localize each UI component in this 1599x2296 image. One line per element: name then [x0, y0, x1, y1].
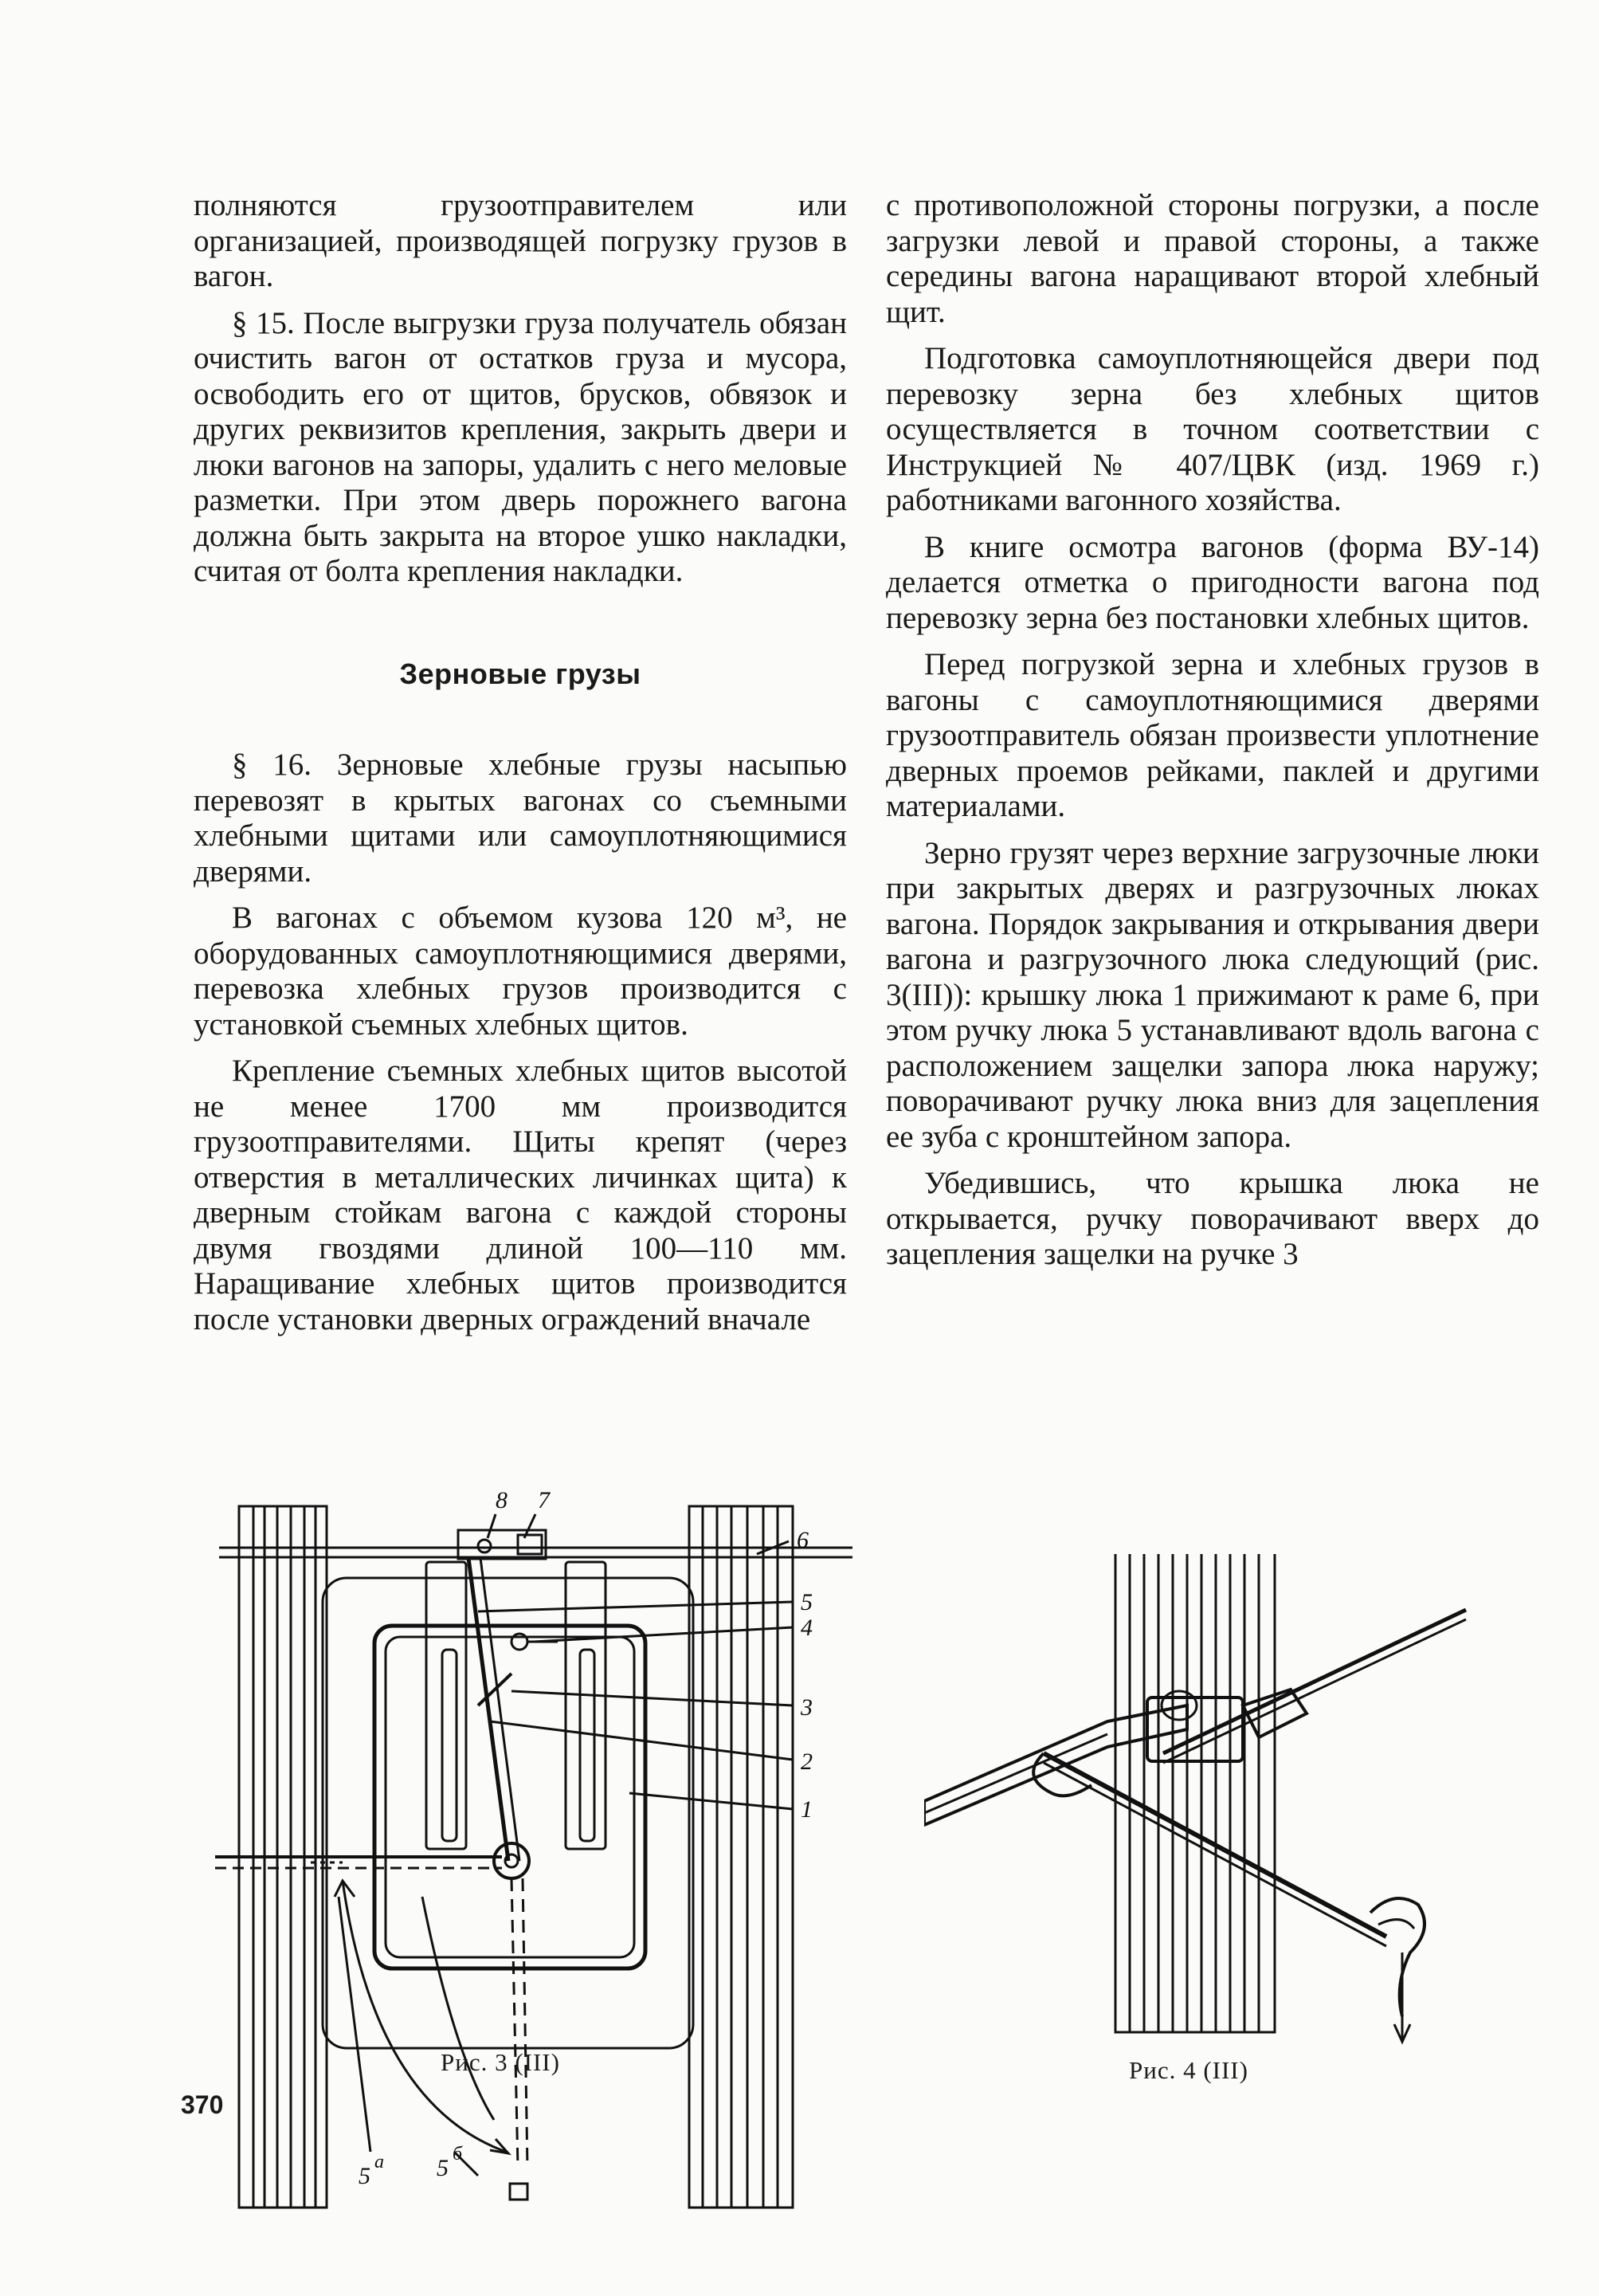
label-1: 1 — [801, 1796, 813, 1823]
label-4: 4 — [801, 1615, 813, 1641]
label-2: 2 — [801, 1748, 813, 1775]
paragraph: Зерно грузят через верхние загрузочные люки при закрытых дверях и разгрузочных люках вагона. Порядок закрывания и открывания двери вагона и разгрузочного люка следующий (рис. 3(III)): крышку люка 1 прижимают к раме 6, при этом ручку люка 5 устанавливают вдоль вагона с расположением защелки запора люка наружу; поворачивают ручку люка вниз для зацепления ее зуба с кронштейном запора. — [886, 835, 1539, 1154]
figure-3-caption: Рис. 3 (III) — [441, 2048, 560, 2076]
label-6: 6 — [797, 1527, 809, 1553]
label-5a-superscript: а — [374, 2152, 384, 2172]
right-column — [886, 188, 1539, 1284]
paragraph: полняются грузоотправителем или организацией, производящей погрузку грузов в вагон. — [194, 188, 847, 293]
label-5: 5 — [801, 1589, 813, 1615]
figure-4-caption: Рис. 4 (III) — [1129, 2056, 1248, 2084]
left-column — [194, 188, 847, 1348]
paragraph-section-16: § 16. Зерновые хлебные грузы насыпью перевозят в крытых вагонах со съемными хлебными щитами или самоуплотняющимися дверями. — [194, 748, 847, 889]
label-3: 3 — [801, 1694, 813, 1721]
label-8: 8 — [496, 1487, 508, 1513]
label-5a: 5 — [359, 2163, 370, 2189]
figure-3-door-hatch-diagram — [215, 1482, 868, 2223]
paragraph: В вагонах с объемом кузова 120 м³, не оборудованных самоуплотняющимися дверями, перевозка хлебных грузов производится с установкой съемных хлебных щитов. — [194, 901, 847, 1042]
label-5b-superscript: б — [453, 2144, 463, 2165]
figure-4-hatch-handle-illustration — [924, 1538, 1482, 2048]
paragraph-section-15: § 15. После выгрузки груза получатель обязан очистить вагон от остатков груза и мусора, освободить его от щитов, брусков, обвязок и других реквизитов крепления, закрыть двери и люки вагонов на запоры, удалить с него меловые разметки. При этом дверь порожнего вагона должна быть закрыта на второе ушко накладки, считая от болта крепления накладки. — [194, 305, 847, 588]
paragraph: с противоположной стороны погрузки, а после загрузки левой и правой стороны, а также середины вагона наращивают второй хлебный щит. — [886, 188, 1539, 329]
paragraph: Перед погрузкой зерна и хлебных грузов в вагоны с самоуплотняющимися дверями грузоотправитель обязан произвести уплотнение дверных проемов рейками, паклей и другими материалами. — [886, 647, 1539, 823]
page-number: 370 — [181, 2090, 224, 2119]
paragraph: В книге осмотра вагонов (форма ВУ-14) делается отметка о пригодности вагона под перевозку зерна без постановки хлебных щитов. — [886, 529, 1539, 635]
paragraph: Крепление съемных хлебных щитов высотой не менее 1700 мм производится грузоотправителями. Щиты крепят (через отверстия в металлических личинках щита) к дверным стойкам вагона с каждой стороны двумя гвоздями длиной 100—110 мм. Наращивание хлебных щитов производится после установки дверных ограждений вначале — [194, 1054, 847, 1336]
section-heading: Зерновые грузы — [399, 657, 641, 690]
paragraph: Подготовка самоуплотняющейся двери под перевозку зерна без хлебных щитов осуществляется в точном соответствии с Инструкцией № 407/ЦВК (изд. 1969 г.) работниками вагонного хозяйства. — [886, 341, 1539, 517]
label-5b: 5 — [437, 2155, 449, 2181]
label-7: 7 — [538, 1487, 550, 1513]
paragraph: Убедившись, что крышка люка не открывается, ручку поворачивают вверх до зацепления защелки на ручке 3 — [886, 1166, 1539, 1271]
